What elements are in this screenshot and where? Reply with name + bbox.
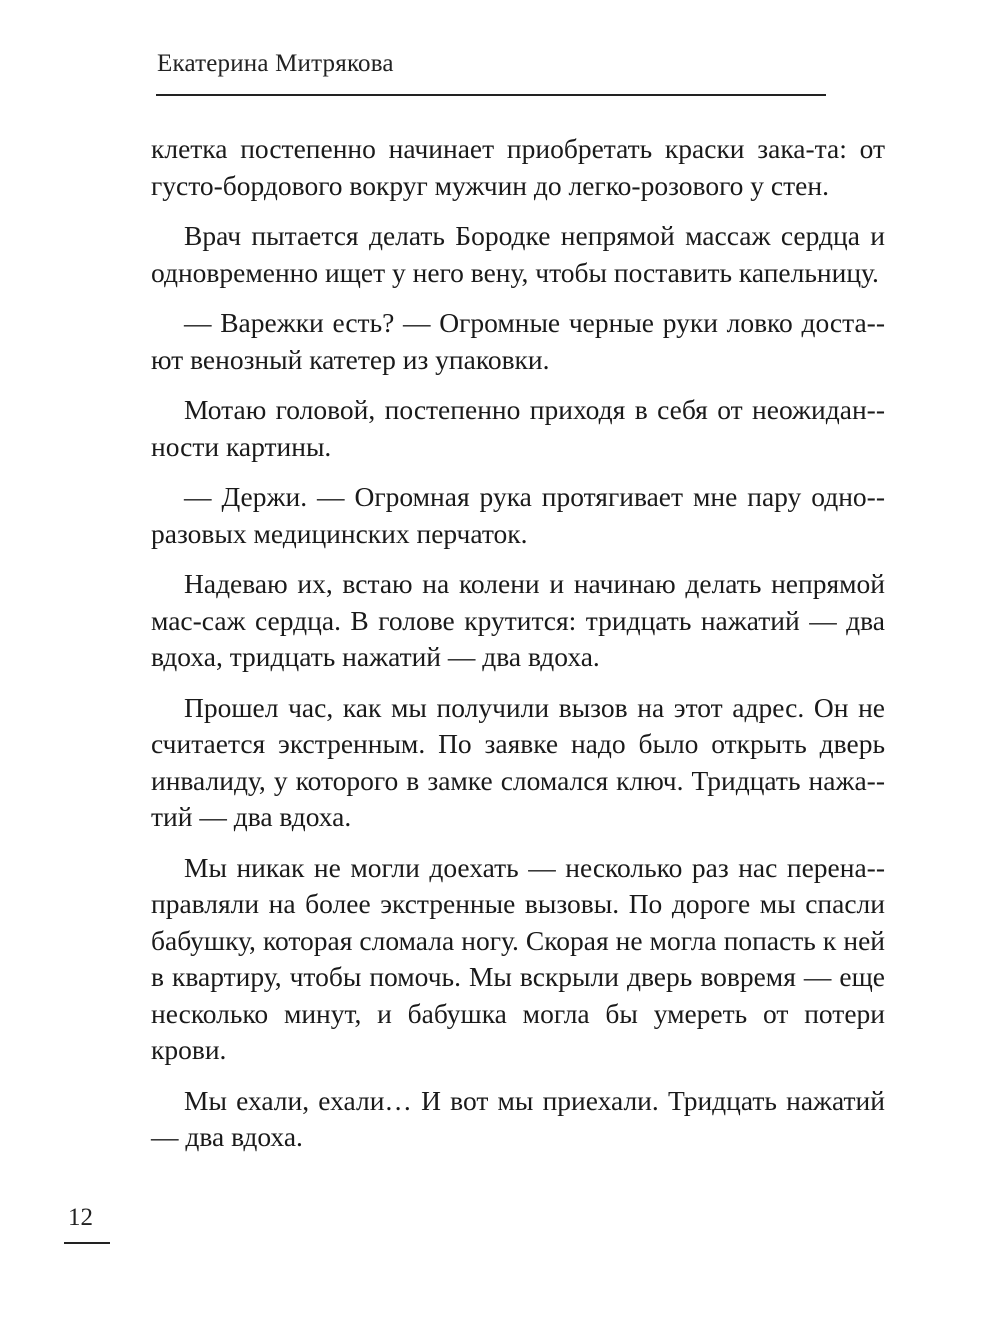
paragraph-5-dialogue: — Держи. — Огромная рука протягивает мне пару одно-разовых медицинских перчаток. <box>151 481 885 549</box>
page-number: 12 <box>68 1204 93 1231</box>
paragraph-1: клетка постепенно начинает приобретать краски зака-та: от густо-бордового вокруг мужчин до легко-розового у стен. <box>151 133 885 201</box>
body-text <box>151 131 885 1170</box>
paragraph-2: Врач пытается делать Бородке непрямой массаж сердца и одновременно ищет у него вену, чтобы поставить капельницу. <box>151 220 885 288</box>
paragraph-7: Прошел час, как мы получили вызов на этот адрес. Он не считается экстренным. По заявке надо было открыть дверь инвалиду, у которого в замке сломался ключ. Тридцать нажа-тий — два вдоха. <box>151 691 885 832</box>
paragraph-9: Мы ехали, ехали… И вот мы приехали. Тридцать нажатий — два вдоха. <box>151 1084 885 1152</box>
paragraph-4: Мотаю головой, постепенно приходя в себя от неожидан-ности картины. <box>151 394 885 462</box>
running-head-author: Екатерина Митрякова <box>157 50 394 77</box>
paragraph-6: Надеваю их, встаю на колени и начинаю делать непрямой мас-саж сердца. В голове крутится: тридцать нажатий — два вдоха, тридцать нажатий — два вдоха. <box>151 568 885 672</box>
paragraph-8: Мы никак не могли доехать — несколько раз нас перена-правляли на более экстренные вызовы. По дороге мы спасли бабушку, которая сломала ногу. Скорая не могла попасть к ней в квартиру, чтобы помочь. Мы вскрыли дверь вовремя — еще несколько минут, и бабушка могла бы умереть от потери крови. <box>151 851 885 1065</box>
paragraph-3-dialogue: — Варежки есть? — Огромные черные руки ловко доста-ют венозный катетер из упаковки. <box>151 307 885 375</box>
page-number-rule <box>64 1242 110 1244</box>
header-rule <box>156 94 826 96</box>
